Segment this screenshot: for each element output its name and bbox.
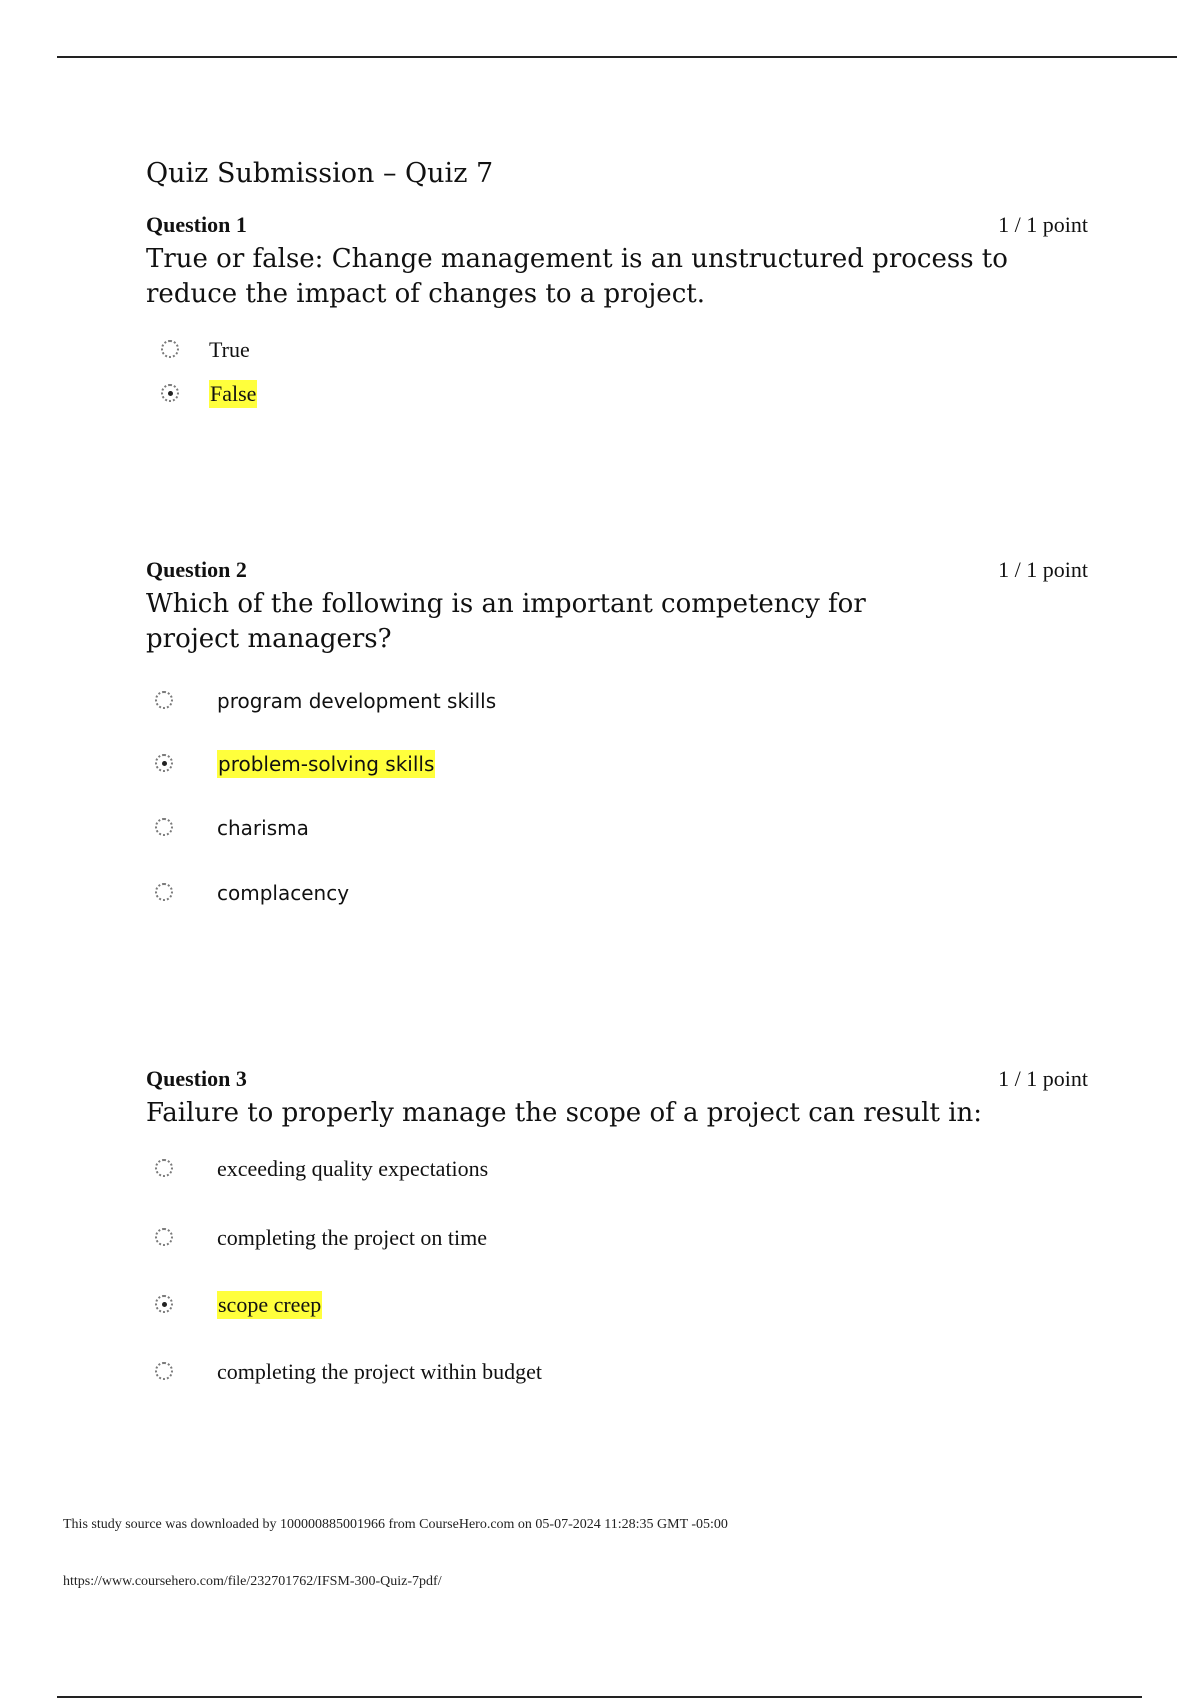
option-label: True xyxy=(209,337,250,362)
radio-button-selected[interactable] xyxy=(161,384,179,402)
question-header xyxy=(146,557,1088,583)
download-source-note: This study source was downloaded by 100000885001966 from CourseHero.com on 05-07-2024 11:28:35 GMT -05:00 xyxy=(63,1517,728,1532)
radio-button[interactable] xyxy=(155,691,173,709)
option-label: completing the project within budget xyxy=(217,1359,543,1384)
option-label: program development skills xyxy=(217,689,497,713)
page-title: Quiz Submission – Quiz 7 xyxy=(146,158,494,189)
radio-button[interactable] xyxy=(155,883,173,901)
option-label: exceeding quality expectations xyxy=(217,1156,489,1181)
question-label: Question 1 xyxy=(146,212,247,237)
question-score: 1 / 1 point xyxy=(998,1066,1088,1091)
question-prompt: Which of the following is an important competency for project managers? xyxy=(146,589,866,654)
bottom-divider xyxy=(57,1696,1142,1698)
radio-button[interactable] xyxy=(155,1228,173,1246)
question-label: Question 3 xyxy=(146,1066,247,1091)
radio-button[interactable] xyxy=(155,818,173,836)
source-url[interactable]: https://www.coursehero.com/file/232701762/IFSM-300-Quiz-7pdf/ xyxy=(63,1574,442,1589)
option-label-highlighted: False xyxy=(210,381,257,406)
question-prompt: True or false: Change management is an unstructured process to reduce the impact of changes to a project. xyxy=(146,244,1008,309)
question-2 xyxy=(146,557,1088,905)
question-score: 1 / 1 point xyxy=(998,212,1088,237)
question-header xyxy=(146,212,1088,238)
option-label-highlighted: scope creep xyxy=(218,1292,322,1317)
radio-button-selected[interactable] xyxy=(155,754,173,772)
option-label: complacency xyxy=(217,881,350,905)
question-label: Question 2 xyxy=(146,557,247,582)
option-label-highlighted: problem-solving skills xyxy=(218,752,435,776)
option-label: completing the project on time xyxy=(217,1225,488,1250)
question-1 xyxy=(146,212,1088,406)
radio-button[interactable] xyxy=(161,340,179,358)
question-prompt: Failure to properly manage the scope of a project can result in: xyxy=(146,1098,983,1128)
question-score: 1 / 1 point xyxy=(998,557,1088,582)
question-3 xyxy=(146,1066,1088,1384)
radio-button[interactable] xyxy=(155,1159,173,1177)
radio-button-selected[interactable] xyxy=(155,1295,173,1313)
radio-button[interactable] xyxy=(155,1362,173,1380)
option-label: charisma xyxy=(217,816,309,840)
question-header xyxy=(146,1066,1088,1092)
top-divider xyxy=(57,56,1177,58)
